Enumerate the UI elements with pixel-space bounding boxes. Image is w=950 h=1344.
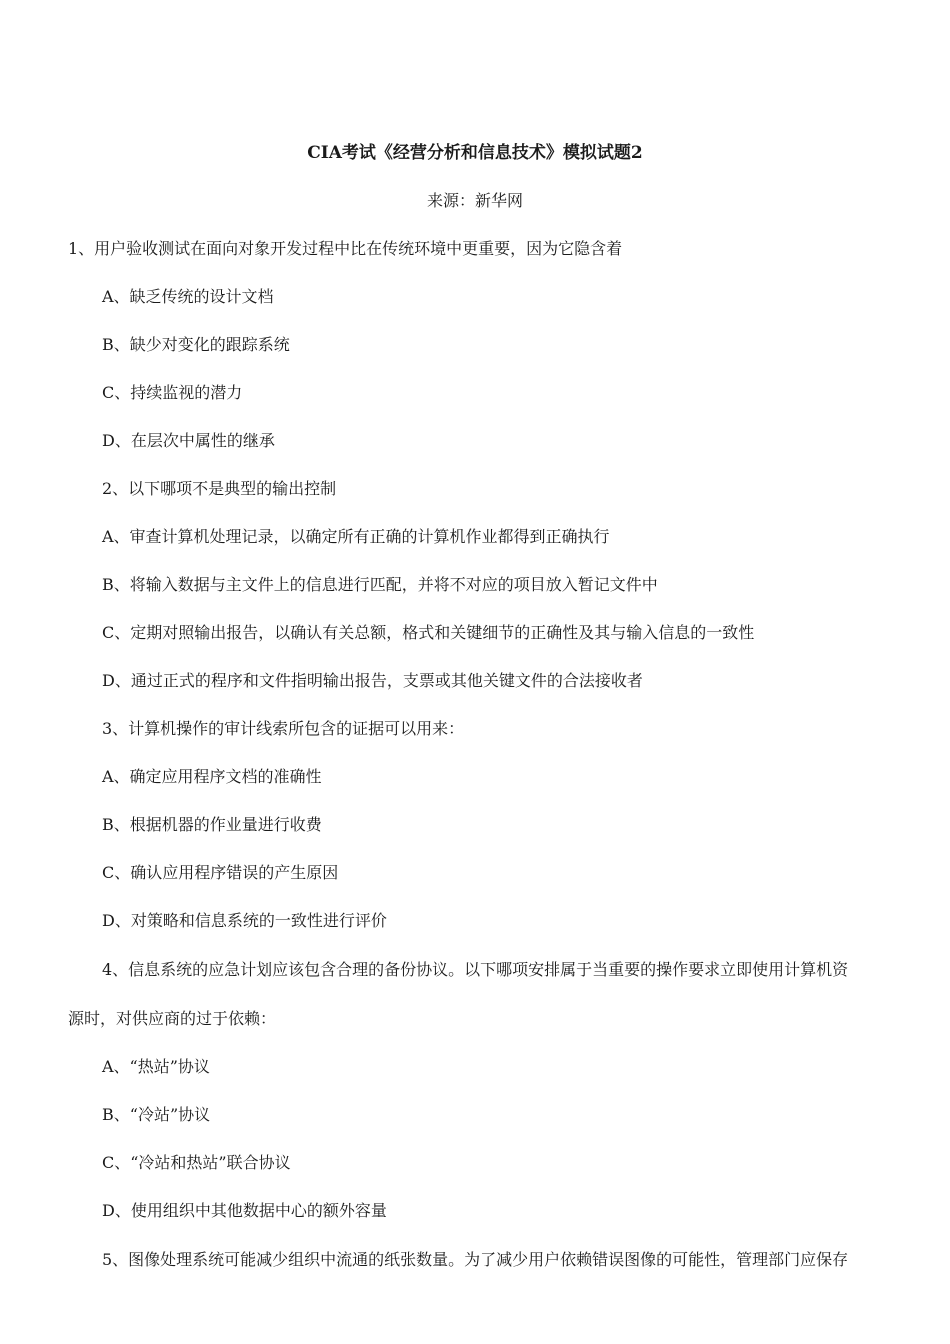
document-title: CIA考试《经营分析和信息技术》模拟试题2 <box>307 143 643 163</box>
question-2: 2、以下哪项不是典型的输出控制 <box>102 479 337 498</box>
option-2b: B、将输入数据与主文件上的信息进行匹配，并将不对应的项目放入暂记文件中 <box>102 575 658 594</box>
question-1: 1、用户验收测试在面向对象开发过程中比在传统环境中更重要，因为它隐含着 <box>68 239 623 258</box>
option-4a: A、“热站”协议 <box>102 1057 210 1076</box>
question-3: 3、计算机操作的审计线索所包含的证据可以用来： <box>102 719 465 738</box>
option-3c: C、确认应用程序错误的产生原因 <box>102 863 339 882</box>
option-2c: C、定期对照输出报告，以确认有关总额，格式和关键细节的正确性及其与输入信息的一致性 <box>102 623 755 642</box>
option-1d: D、在层次中属性的继承 <box>102 431 275 450</box>
question-4-continued: 源时，对供应商的过于依赖： <box>68 1009 277 1028</box>
option-1a: A、缺乏传统的设计文档 <box>102 287 274 306</box>
option-2a: A、审查计算机处理记录，以确定所有正确的计算机作业都得到正确执行 <box>102 527 610 546</box>
document-source: 来源：新华网 <box>426 191 523 210</box>
option-2d: D、通过正式的程序和文件指明输出报告，支票或其他关键文件的合法接收者 <box>102 671 643 690</box>
option-4c: C、“冷站和热站”联合协议 <box>102 1153 291 1172</box>
option-3b: B、根据机器的作业量进行收费 <box>102 815 322 834</box>
option-1c: C、持续监视的潜力 <box>102 383 243 402</box>
option-1b: B、缺少对变化的跟踪系统 <box>102 335 290 354</box>
option-4b: B、“冷站”协议 <box>102 1105 211 1124</box>
option-3a: A、确定应用程序文档的准确性 <box>102 767 322 786</box>
option-3d: D、对策略和信息系统的一致性进行评价 <box>102 911 387 930</box>
option-4d: D、使用组织中其他数据中心的额外容量 <box>102 1201 387 1220</box>
question-5: 5、图像处理系统可能减少组织中流通的纸张数量。为了减少用户依赖错误图像的可能性，管理部门应保存 <box>102 1250 849 1269</box>
question-4: 4、信息系统的应急计划应该包含合理的备份协议。以下哪项安排属于当重要的操作要求立即使用计算机资 <box>102 960 849 979</box>
